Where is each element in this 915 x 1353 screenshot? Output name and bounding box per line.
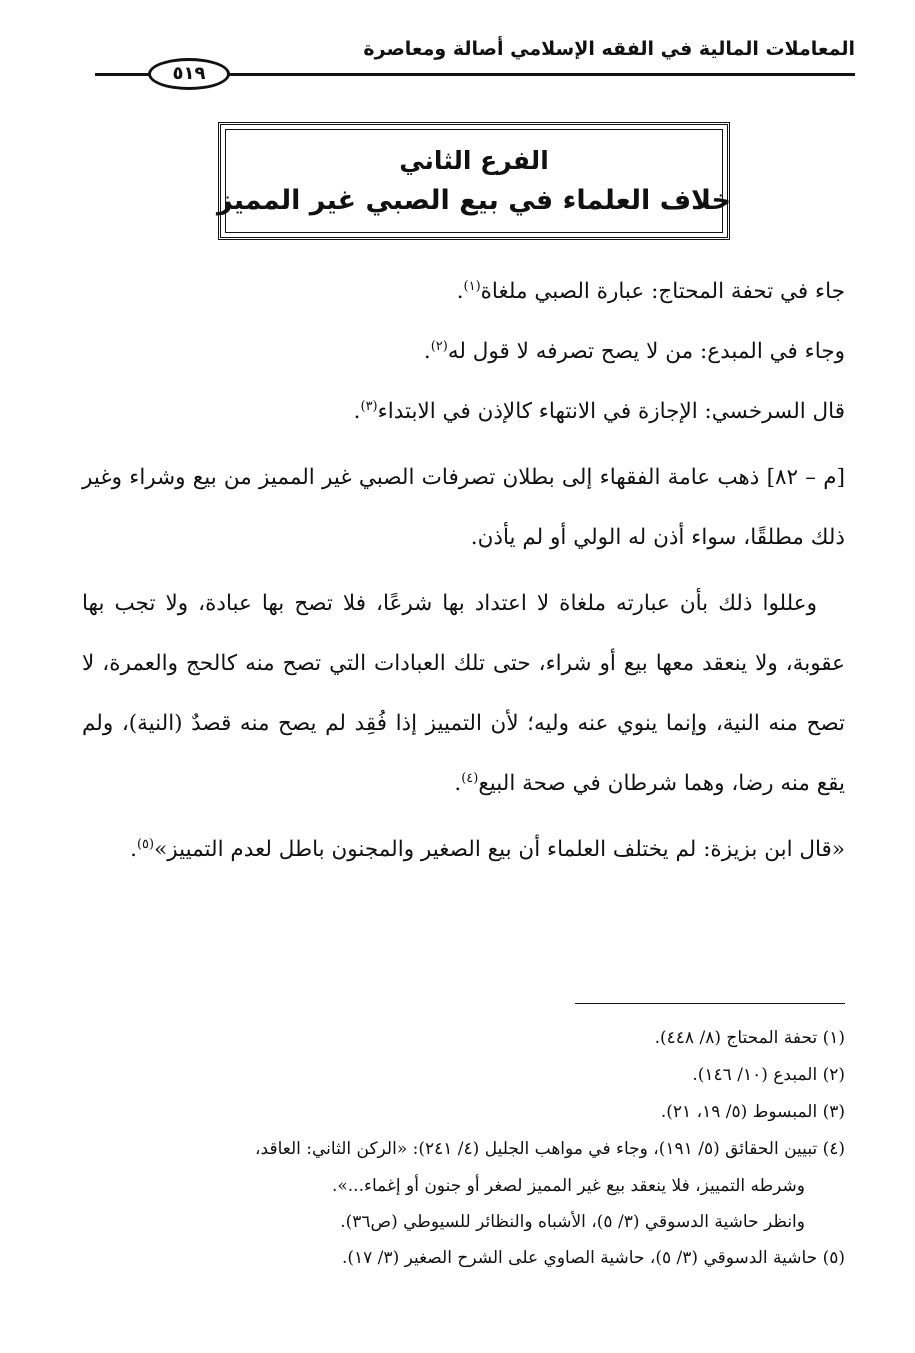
footnotes bbox=[72, 1020, 845, 1277]
footnote-separator bbox=[575, 1003, 845, 1004]
quote-almubdi: وجاء في المبدع: من لا يصح تصرفه لا قول له$^{(٢)}$. bbox=[423, 338, 845, 364]
footnote-1: (١) تحفة المحتاج (٨/ ٤٤٨). bbox=[654, 1028, 845, 1048]
paragraph-ibn-bazizah-quote: «قال ابن بزيزة: لم يختلف العلماء أن بيع الصغير والمجنون باطل لعدم التمييز»$^{(٥)}$. bbox=[130, 836, 845, 862]
quote-alsarakhsi: قال السرخسي: الإجازة في الانتهاء كالإذن في الابتداء$^{(٣)}$. bbox=[353, 398, 845, 424]
paragraph-text: «قال ابن بزيزة: لم يختلف العلماء أن بيع الصغير والمجنون باطل لعدم التمييز» bbox=[154, 837, 845, 862]
paragraph-text: وعللوا ذلك بأن عبارته ملغاة لا اعتداد بها شرعًا، فلا تصح بها عبادة، ولا تجب بها عقوبة، ولا ينعقد معها بيع أو شراء، حتى تلك العبادات التي تصح منه كالحج والعمرة، لا تصح منه النية، وإنما ينوي عنه وليه؛ لأن التمييز إذا فُقِد لم يصح منه قصدٌ (النية)، ولم يقع منه رضا، وهما شرطان في صحة البيع bbox=[82, 591, 845, 796]
footnote-ref: (٢) bbox=[430, 338, 448, 354]
footnote-ref: (١) bbox=[463, 278, 481, 294]
footnote-5: (٥) حاشية الدسوقي (٣/ ٥)، حاشية الصاوي على الشرح الصغير (٣/ ١٧). bbox=[341, 1248, 845, 1268]
footnote-4-line-3: وانظر حاشية الدسوقي (٣/ ٥)، الأشباه والنظائر للسيوطي (ص٣٦). bbox=[340, 1212, 805, 1232]
footnote-ref: (٣) bbox=[360, 398, 378, 414]
running-title: المعاملات المالية في الفقه الإسلامي أصالة ومعاصرة bbox=[363, 38, 855, 60]
section-subtitle: الفرع الثاني bbox=[399, 146, 549, 175]
footnote-4-line-1: (٤) تبيين الحقائق (٥/ ١٩١)، وجاء في مواهب الجليل (٤/ ٢٤١): «الركن الثاني: العاقد، bbox=[255, 1139, 845, 1159]
page-number: ٥١٩ bbox=[148, 58, 230, 90]
footnote-ref: (٤) bbox=[461, 770, 479, 786]
footnote-4-line-2: وشرطه التمييز، فلا ينعقد بيع غير المميز لصغر أو جنون أو إغماء...». bbox=[331, 1176, 805, 1196]
paragraph-reasoning: وعللوا ذلك بأن عبارته ملغاة لا اعتداد بها شرعًا، فلا تصح بها عبادة، ولا تجب بها عقوبة، ولا ينعقد معها بيع أو شراء، حتى تلك العبادات التي تصح منه كالحج والعمرة، لا تصح منه النية، وإنما ينوي عنه وليه؛ لأن التمييز إذا فُقِد لم يصح منه قصدٌ (النية)، ولم يقع منه رضا، وهما شرطان في صحة البيع$^{(٤)}$. bbox=[82, 591, 845, 796]
section-heading-box bbox=[218, 122, 730, 240]
quote-text: وجاء في المبدع: من لا يصح تصرفه لا قول له bbox=[447, 339, 845, 364]
quote-text: جاء في تحفة المحتاج: عبارة الصبي ملغاة bbox=[480, 279, 845, 304]
paragraph-ruling: [م – ٨٢] ذهب عامة الفقهاء إلى بطلان تصرفات الصبي غير المميز من بيع وشراء وغير ذلك مطلقًا، سواء أذن له الولي أو لم يأذن. bbox=[82, 465, 845, 550]
body-text bbox=[82, 262, 845, 880]
quote-text: قال السرخسي: الإجازة في الانتهاء كالإذن في الابتداء bbox=[377, 399, 845, 424]
footnote-2: (٢) المبدع (١٠/ ١٤٦). bbox=[692, 1065, 845, 1085]
section-heading-inner-frame bbox=[216, 129, 732, 233]
footnote-ref: (٥) bbox=[136, 836, 155, 852]
section-title: خلاف العلماء في بيع الصبي غير المميز bbox=[216, 185, 732, 216]
quote-tuhfat-almuhtaj: جاء في تحفة المحتاج: عبارة الصبي ملغاة$^{(١)}$. bbox=[456, 278, 845, 304]
footnote-3: (٣) المبسوط (٥/ ١٩، ٢١). bbox=[660, 1102, 845, 1122]
